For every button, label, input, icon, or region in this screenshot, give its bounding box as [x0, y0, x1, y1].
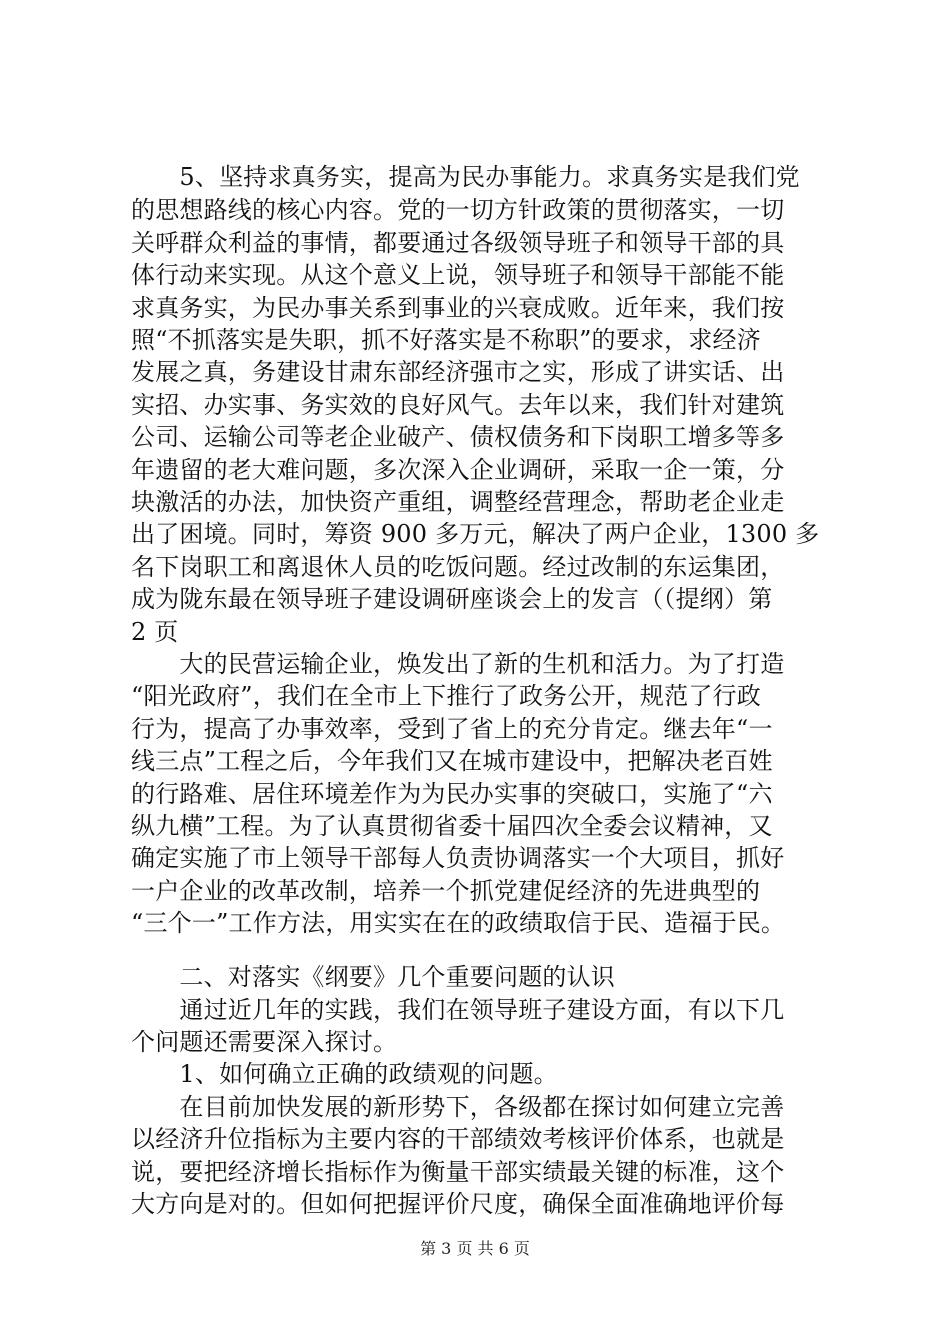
text-line: 成为陇东最在领导班子建设调研座谈会上的发言（（提纲）第 — [131, 585, 773, 613]
text-line: 行为，提高了办事效率，受到了省上的充分肯定。继去年“一 — [131, 715, 773, 743]
text-line: 的思想路线的核心内容。党的一切方针政策的贯彻落实，一切 — [131, 196, 785, 224]
text-line: 关呼群众利益的事情，都要通过各级领导班子和领导干部的具 — [131, 229, 785, 257]
text-line: 的行路难、居住环境差作为为民办实事的突破口，实施了“六 — [131, 780, 773, 808]
text-line: 确定实施了市上领导干部每人负责协调落实一个大项目，抓好 — [131, 844, 785, 872]
page-footer: 第 3 页 共 6 页 — [420, 1239, 530, 1258]
text-line: 求真务实，为民办事关系到事业的兴衰成败。近年来，我们按 — [131, 294, 785, 322]
text-line: 大的民营运输企业，焕发出了新的生机和活力。为了打造 — [131, 650, 785, 678]
text-line: 通过近几年的实践，我们在领导班子建设方面，有以下几 — [131, 996, 785, 1024]
section-heading: 二、对落实《纲要》几个重要问题的认识 — [131, 963, 615, 991]
text-line: 发展之真，务建设甘肃东部经济强市之实，形成了讲实话、出 — [131, 358, 785, 386]
text-line: “三个一”工作方法，用实实在在的政绩取信于民、造福于民。 — [131, 909, 786, 937]
text-line: 5、坚持求真务实，提高为民办事能力。求真务实是我们党 — [131, 163, 800, 191]
text-line: 一户企业的改革改制，培养一个抓党建促经济的先进典型的 — [131, 877, 761, 905]
subsection-heading: 1、如何确立正确的政绩观的问题。 — [131, 1060, 558, 1088]
text-line: 纵九横”工程。为了认真贯彻省委十届四次全委会议精神，又 — [131, 812, 773, 840]
text-line: 公司、运输公司等老企业破产、债权债务和下岗职工增多等多 — [131, 423, 785, 451]
text-line: 名下岗职工和离退休人员的吃饭问题。经过改制的东运集团， — [131, 553, 785, 581]
text-line: 体行动来实现。从这个意义上说，领导班子和领导干部能不能 — [131, 261, 785, 289]
text-line: 在目前加快发展的新形势下，各级都在探讨如何建立完善 — [131, 1093, 785, 1121]
text-line: 照“不抓落实是失职，抓不好落实是不称职”的要求，求经济 — [131, 326, 761, 354]
text-line: 年遗留的老大难问题，多次深入企业调研，采取一企一策，分 — [131, 456, 785, 484]
text-line: “阳光政府”，我们在全市上下推行了政务公开，规范了行政 — [131, 682, 761, 710]
text-line: 以经济升位指标为主要内容的干部绩效考核评价体系，也就是 — [131, 1125, 785, 1153]
text-line: 实招、办实事、务实效的良好风气。去年以来，我们针对建筑 — [131, 391, 785, 419]
text-line: 线三点”工程之后，今年我们又在城市建设中，把解决老百姓 — [131, 747, 773, 775]
text-line: 出了困境。同时，筹资 900 多万元，解决了两户企业，1300 多 — [131, 520, 820, 548]
text-line: 个问题还需要深入探讨。 — [131, 1028, 398, 1056]
text-line: 2 页 — [131, 618, 179, 646]
text-line: 块激活的办法，加快资产重组，调整经营理念，帮助老企业走 — [131, 488, 785, 516]
text-line: 大方向是对的。但如何把握评价尺度，确保全面准确地评价每 — [131, 1190, 785, 1218]
text-line: 说，要把经济增长指标作为衡量干部实绩最关键的标准，这个 — [131, 1158, 785, 1186]
